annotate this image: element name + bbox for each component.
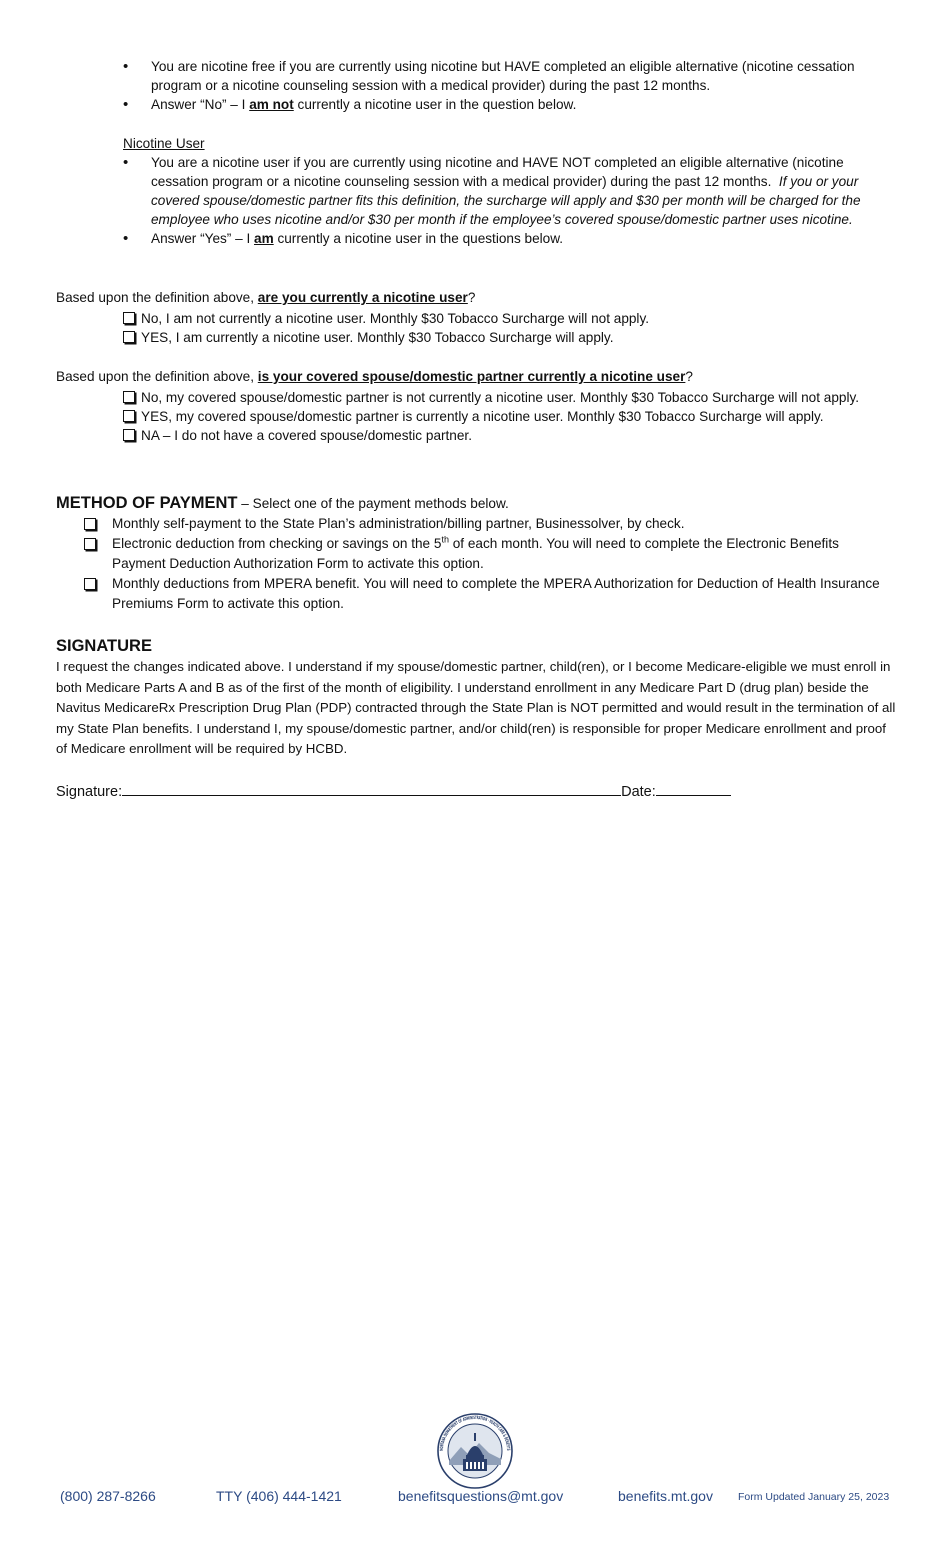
- payment-heading-row: METHOD OF PAYMENT – Select one of the payment methods below.: [56, 494, 509, 512]
- payment-option-mpera[interactable]: Monthly deductions from MPERA benefit. You will need to complete the MPERA Authorization for Deduction of Health Insurance Premiums Form to activate this option.: [84, 574, 884, 614]
- q1-option-yes[interactable]: YES, I am currently a nicotine user. Monthly $30 Tobacco Surcharge will apply.: [123, 328, 873, 347]
- nicotine-free-bullets: [123, 57, 898, 114]
- q2-option-no[interactable]: No, my covered spouse/domestic partner is not currently a nicotine user. Monthly $30 Tobacco Surcharge will not apply.: [123, 388, 873, 407]
- q1-option-no[interactable]: No, I am not currently a nicotine user. Monthly $30 Tobacco Surcharge will not apply.: [123, 309, 873, 328]
- checkbox[interactable]: [123, 429, 135, 441]
- footer-email-link[interactable]: benefitsquestions@mt.gov: [398, 1488, 564, 1504]
- nicotine-user-bullets: [123, 153, 898, 248]
- footer-tty[interactable]: TTY (406) 444-1421: [216, 1488, 342, 1504]
- nicotine-user-heading: Nicotine User: [123, 136, 205, 151]
- date-field[interactable]: [656, 781, 731, 796]
- signature-field[interactable]: [122, 781, 621, 796]
- q2-option-yes[interactable]: YES, my covered spouse/domestic partner is currently a nicotine user. Monthly $30 Tobacco Surcharge will apply.: [123, 407, 873, 426]
- payment-options: [84, 514, 884, 614]
- list-item: • Answer “Yes” – I am currently a nicotine user in the questions below.: [123, 229, 898, 248]
- question-2-options: [123, 388, 873, 445]
- signature-heading: SIGNATURE: [56, 637, 152, 655]
- question-1: Based upon the definition above, are you currently a nicotine user?: [56, 290, 476, 305]
- question-1-options: [123, 309, 873, 347]
- checkbox[interactable]: [84, 578, 96, 590]
- list-item: • Answer “No” – I am not currently a nicotine user in the question below.: [123, 95, 898, 114]
- signature-row: Signature: Date:: [56, 781, 731, 802]
- payment-heading: METHOD OF PAYMENT: [56, 494, 238, 512]
- checkbox[interactable]: [84, 518, 96, 530]
- q2-option-na[interactable]: NA – I do not have a covered spouse/domestic partner.: [123, 426, 873, 445]
- checkbox[interactable]: [84, 538, 96, 550]
- checkbox[interactable]: [123, 331, 135, 343]
- seal-text: MONTANA DEPARTMENT OF ADMINISTRATION · HEALTH CARE & BENEFITS: [439, 1415, 511, 1453]
- form-updated-date: Form Updated January 25, 2023: [738, 1491, 890, 1503]
- payment-option-check[interactable]: Monthly self-payment to the State Plan’s administration/billing partner, Businessolver, by check.: [84, 514, 884, 534]
- payment-option-electronic[interactable]: Electronic deduction from checking or savings on the 5th of each month. You will need to complete the Electronic Benefits Payment Deduction Authorization Form to activate this option.: [84, 534, 884, 574]
- checkbox[interactable]: [123, 391, 135, 403]
- footer-phone[interactable]: (800) 287-8266: [60, 1488, 156, 1504]
- checkbox[interactable]: [123, 312, 135, 324]
- signature-statement: I request the changes indicated above. I understand if my spouse/domestic partner, child(ren), or I become Medicare-eligible we must enroll in both Medicare Parts A and B as of the first of the month of eligibility. I understand enrollment in any Medicare Part D (drug plan) beside the Navitus MedicareRx Prescription Drug Plan (PDP) contracted through the State Plan is NOT permitted and would result in the termination of all my State Plan benefits. I understand I, my spouse/domestic partner, and/or child(ren) is responsible for proper Medicare enrollment and proof of Medicare enrollment will be required by HCBD.: [56, 659, 896, 756]
- question-2: Based upon the definition above, is your covered spouse/domestic partner currently a nicotine user?: [56, 369, 693, 384]
- list-item: • You are a nicotine user if you are currently using nicotine and HAVE NOT completed an eligible alternative (nicotine cessation program or a nicotine counseling session with a medical provider) during the past 12 months. If you or your covered spouse/domestic partner fits this definition, the surcharge will apply and $30 per month will be charged for the employee who uses nicotine and/or $30 per month if the employee’s covered spouse/domestic partner uses nicotine.: [123, 153, 898, 229]
- list-item: • You are nicotine free if you are currently using nicotine but HAVE completed an eligible alternative (nicotine cessation program or a nicotine counseling session with a medical provider) during the past 12 months.: [123, 57, 898, 95]
- footer-website-link[interactable]: benefits.mt.gov: [618, 1488, 713, 1504]
- checkbox[interactable]: [123, 410, 135, 422]
- department-seal-icon: [433, 1413, 517, 1489]
